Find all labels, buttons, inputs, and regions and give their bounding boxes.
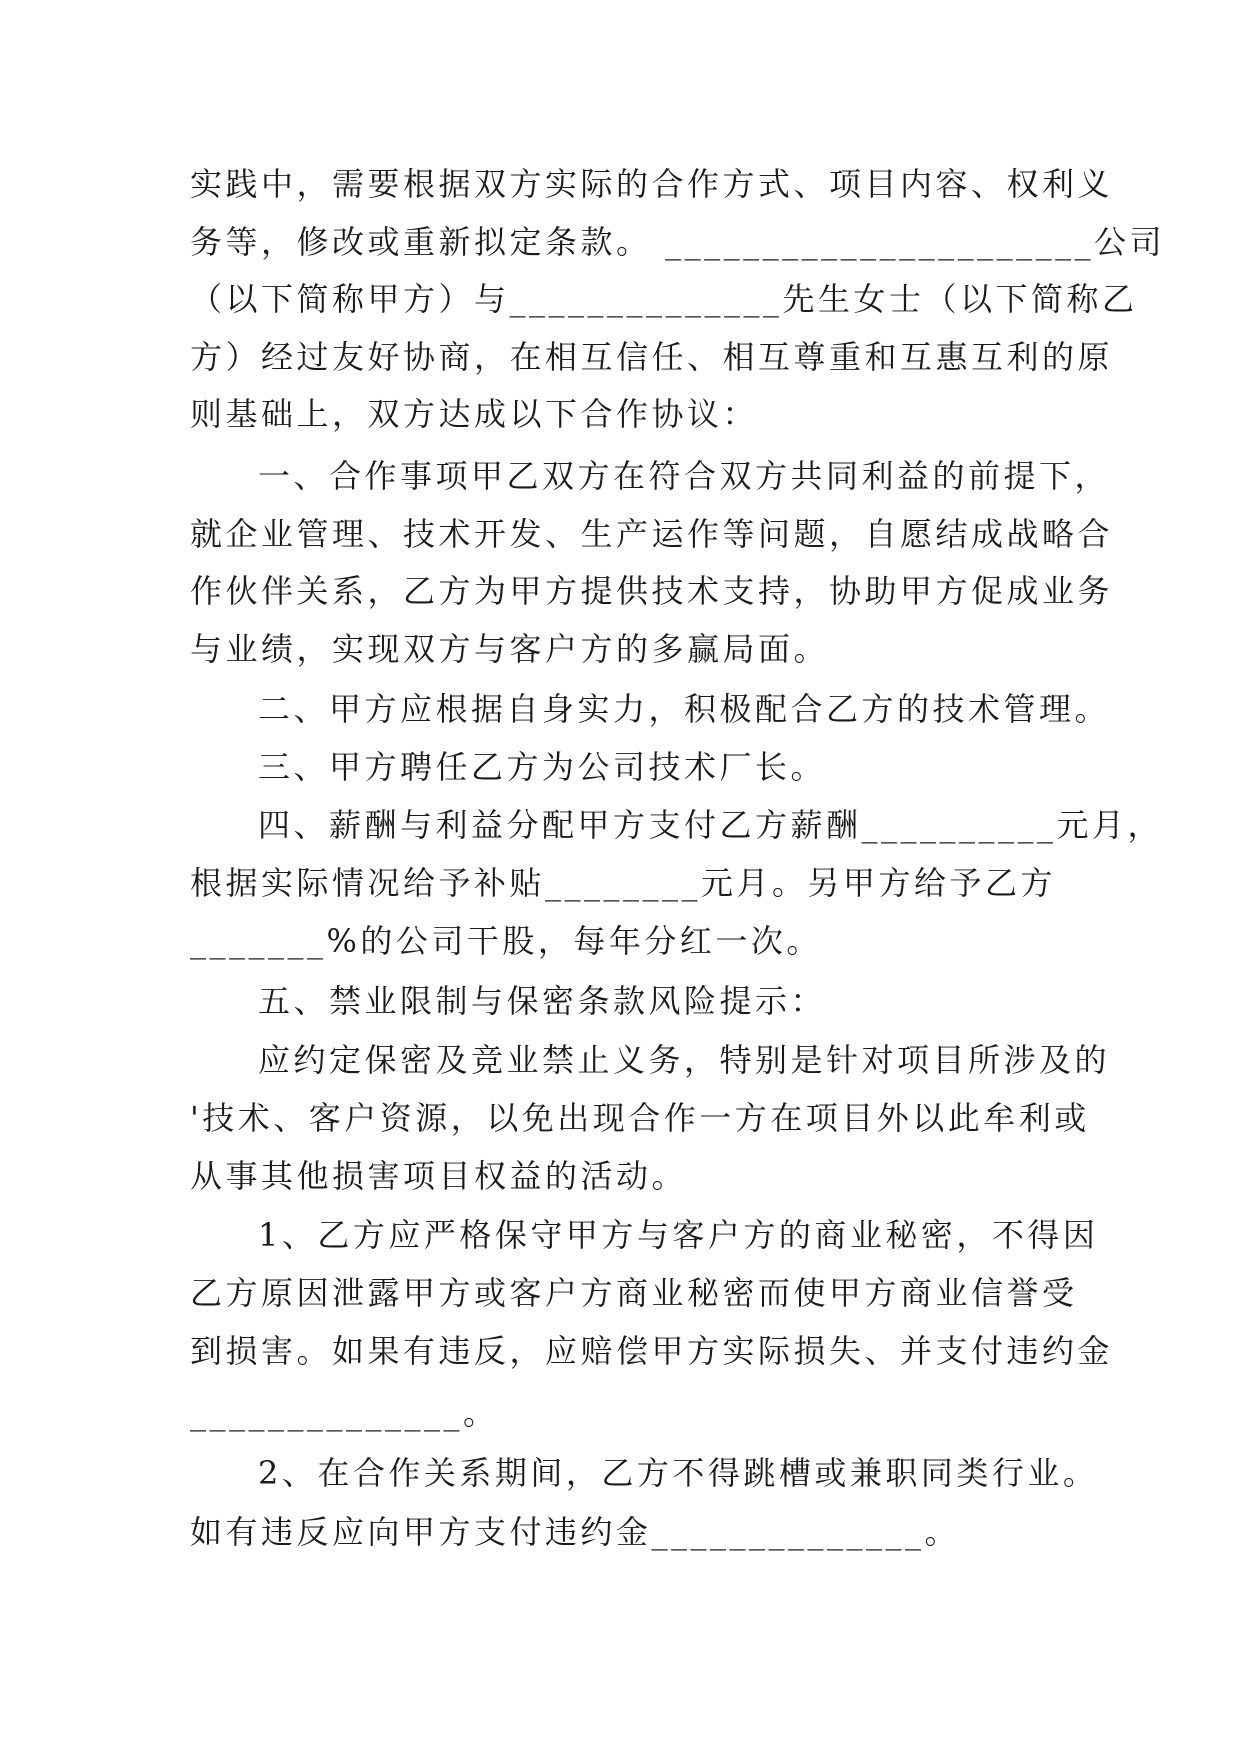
clause-five: 五、禁业限制与保密条款风险提示：	[258, 982, 827, 1020]
text-line: 应约定保密及竞业禁止义务，特别是针对项目所涉及的	[258, 1041, 1111, 1079]
text-line: 根据实际情况给予补贴________元月。另甲方给予乙方	[190, 864, 1057, 902]
text-line: ______________。	[190, 1394, 499, 1432]
text-line: 则基础上，双方达成以下合作协议：	[190, 395, 759, 433]
text-line: 务等，修改或重新拟定条款。 ______________________公司	[190, 223, 1166, 261]
text-line: 到损害。如果有违反，应赔偿甲方实际损失、并支付违约金	[190, 1332, 1114, 1370]
text-line: 乙方原因泄露甲方或客户方商业秘密而使甲方商业信誉受	[190, 1274, 1078, 1312]
clause-four: 四、薪酬与利益分配甲方支付乙方薪酬__________元月，	[258, 806, 1164, 844]
text-line: 方）经过友好协商，在相互信任、相互尊重和互惠互利的原	[190, 338, 1114, 376]
clause-two: 二、甲方应根据自身实力，积极配合乙方的技术管理。	[258, 690, 1111, 728]
clause-one: 一、合作事项甲乙双方在符合双方共同利益的前提下，	[258, 457, 1111, 495]
text-line: 作伙伴关系，乙方为甲方提供技术支持，协助甲方促成业务	[190, 572, 1114, 610]
sub-clause-1: 1、乙方应严格保守甲方与客户方的商业秘密，不得因	[258, 1216, 1099, 1254]
sub-clause-2: 2、在合作关系期间，乙方不得跳槽或兼职同类行业。	[258, 1454, 1099, 1492]
text-line: 就企业管理、技术开发、生产运作等问题，自愿结成战略合	[190, 515, 1114, 553]
text-line: 与业绩，实现双方与客户方的多赢局面。	[190, 630, 830, 668]
clause-three: 三、甲方聘任乙方为公司技术厂长。	[258, 748, 827, 786]
text-line: 从事其他损害项目权益的活动。	[190, 1157, 688, 1195]
text-line: 实践中，需要根据双方实际的合作方式、项目内容、权利义	[190, 165, 1114, 203]
text-line: '技术、客户资源，以免出现合作一方在项目外以此牟利或	[190, 1099, 1090, 1137]
text-line: _______%的公司干股，每年分红一次。	[190, 922, 822, 960]
text-line: 如有违反应向甲方支付违约金______________。	[190, 1513, 961, 1551]
text-line: （以下简称甲方）与______________先生女士（以下简称乙	[190, 280, 1138, 318]
